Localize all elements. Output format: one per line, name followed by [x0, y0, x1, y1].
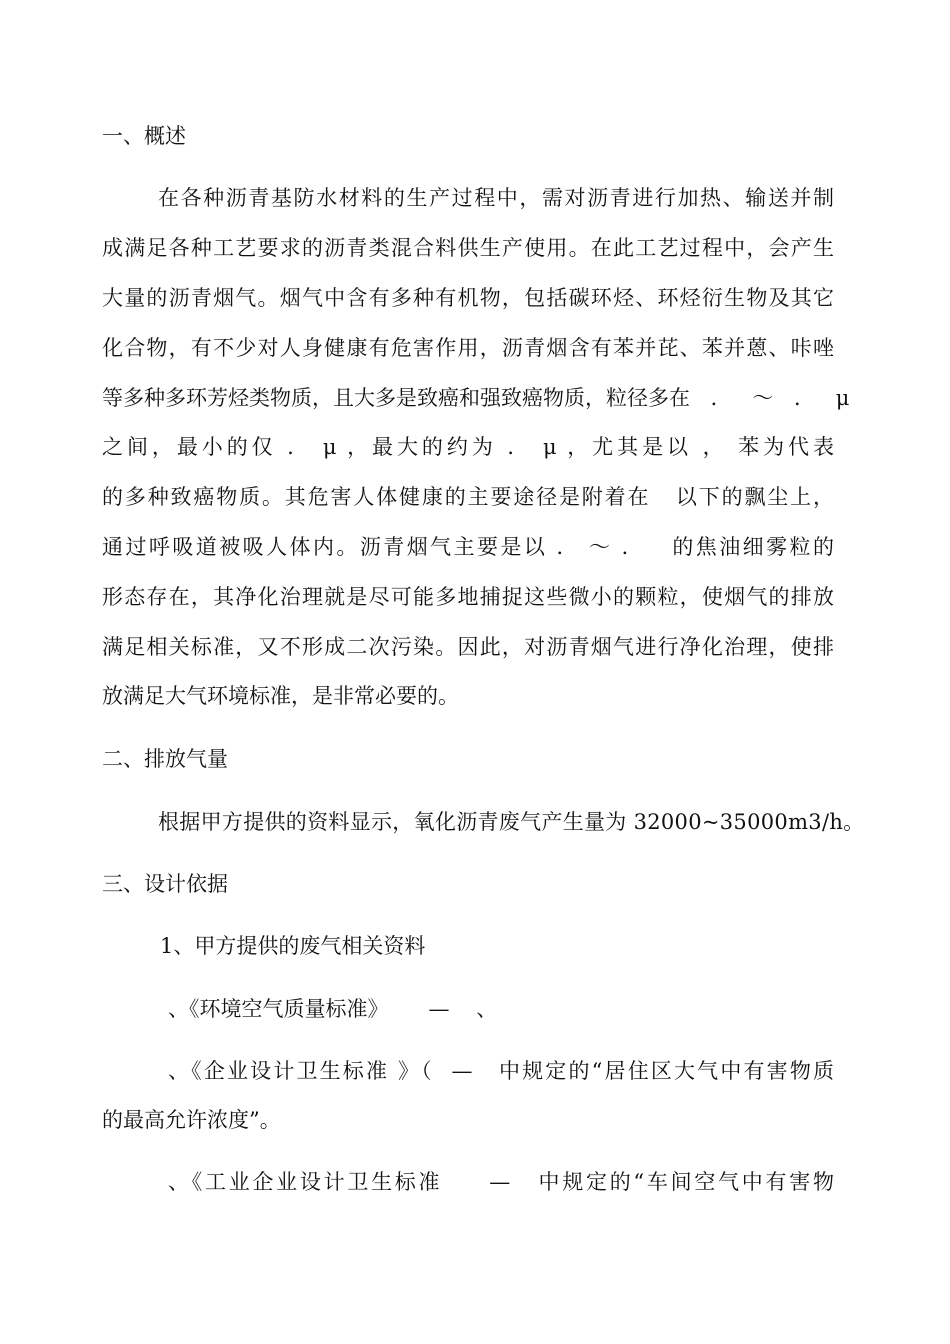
- section-heading-emission: 二、排放气量: [102, 747, 228, 771]
- design-basis-item-continued: 的最高允许浓度”。: [102, 1108, 281, 1132]
- overview-paragraph-line: 的多种致癌物质。其危害人体健康的主要途径是附着在 以下的飘尘上，: [102, 485, 834, 509]
- overview-paragraph-line: 通过呼吸道被吸人体内。沥青烟气主要是以 ． ～ ． 的焦油细雾粒的: [102, 535, 834, 559]
- overview-paragraph-line: 满足相关标准，又不形成二次污染。因此，对沥青烟气进行净化治理，使排: [102, 635, 834, 659]
- section-heading-design-basis: 三、设计依据: [102, 872, 228, 896]
- overview-paragraph-line: 形态存在，其净化治理就是尽可能多地捕捉这些微小的颗粒，使烟气的排放: [102, 585, 834, 609]
- section-heading-overview: 一、概述: [102, 124, 186, 148]
- overview-paragraph-line: 之间，最小的仅 ． μ ，最大的约为 ． μ ，尤其是以 ， 苯为代表: [102, 435, 834, 459]
- overview-paragraph-line: 放满足大气环境标准，是非常必要的。: [102, 684, 459, 708]
- design-basis-item: 、《环境空气质量标准》 — 、: [168, 997, 498, 1021]
- overview-paragraph-line: 等多种多环芳烃类物质，且大多是致癌和强致癌物质，粒径多在 ． ～ ． μ: [102, 386, 850, 410]
- overview-paragraph-line: 化合物，有不少对人身健康有危害作用，沥青烟含有苯并芘、苯并蒽、咔唑: [102, 336, 834, 360]
- overview-paragraph-line: 在各种沥青基防水材料的生产过程中，需对沥青进行加热、输送并制: [158, 186, 834, 210]
- overview-paragraph-line: 大量的沥青烟气。烟气中含有多种有机物，包括碳环烃、环烃衍生物及其它: [102, 286, 834, 310]
- design-basis-item: 、《企业设计卫生标准 》（ — 中规定的“居住区大气中有害物质: [168, 1059, 834, 1083]
- overview-paragraph-line: 成满足各种工艺要求的沥青类混合料供生产使用。在此工艺过程中，会产生: [102, 236, 834, 260]
- emission-text: 根据甲方提供的资料显示，氧化沥青废气产生量为 32000~35000m3/h。: [158, 810, 865, 834]
- design-basis-item: 、《工业企业设计卫生标准 — 中规定的“车间空气中有害物: [168, 1170, 834, 1194]
- design-basis-item: 1、甲方提供的废气相关资料: [160, 934, 426, 958]
